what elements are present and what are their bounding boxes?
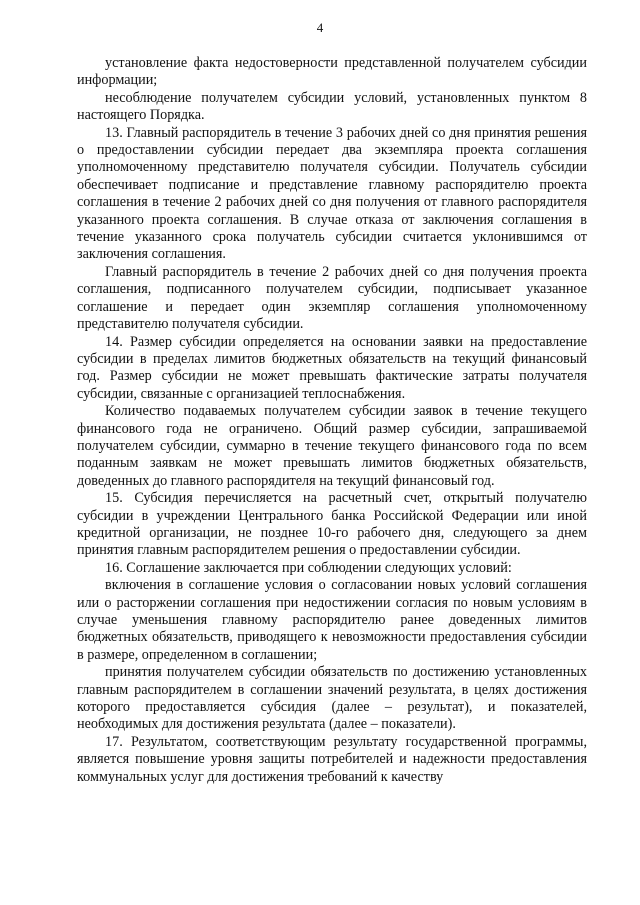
paragraph-15: 15. Субсидия перечисляется на расчетный счет, открытый получателю субсидии в учреждении Центрального банка Российской Федерации или иной кредитной организации, не позднее 10-го рабочего дня, следующего за днем принятия главным распорядителем решения о предоставлении субсидии. — [77, 490, 587, 559]
paragraph-13-signing: Главный распорядитель в течение 2 рабочих дней со дня получения проекта соглашения, подписанного получателем субсидии, подписывает указанное соглашение и передает один экземпляр соглашения уполномоченному представителю получателя субсидии. — [77, 263, 587, 333]
paragraph-14-applications: Количество подаваемых получателем субсидии заявок в течение текущего финансового года не ограничено. Общий размер субсидии, запрашиваемой получателем субсидии, суммарно в течение текущего финансового года по всем поданным заявкам не может превышать лимитов бюджетных обязательств, доведенных до главного распорядителя на текущий финансовый год. — [77, 403, 587, 489]
paragraph-17: 17. Результатом, соответствующим результату государственной программы, является повышение уровня защиты потребителей и надежности предоставления коммунальных услуг для достижения требований к качеству — [77, 733, 587, 785]
paragraph-false-information: установление факта недостоверности представленной получателем субсидии информации; — [77, 55, 587, 89]
paragraph-16-condition-2: принятия получателем субсидии обязательств по достижению установленных главным распорядителем в соглашении значений результата, в целях достижения которого предоставляется субсидия (далее – результат), и показателей, необходимых для достижения результата (далее – показатели). — [77, 664, 587, 733]
document-body — [77, 55, 587, 786]
paragraph-16: 16. Соглашение заключается при соблюдении следующих условий: — [105, 559, 512, 576]
page-number: 4 — [316, 20, 324, 35]
paragraph-noncompliance: несоблюдение получателем субсидии условий, установленных пунктом 8 настоящего Порядка. — [77, 89, 587, 124]
paragraph-13: 13. Главный распорядитель в течение 3 рабочих дней со дня принятия решения о предоставлении субсидии передает два экземпляра проекта соглашения уполномоченному представителю получателя субсидии. Получатель субсидии обеспечивает подписание и представление главному распорядителю проекта соглашения в течение 2 рабочих дней со дня получения от главного распорядителя указанного проекта соглашения. В случае отказа от заключения соглашения в течение указанного срока получатель субсидии считается уклонившимся от заключения соглашения. — [77, 124, 587, 263]
paragraph-14: 14. Размер субсидии определяется на основании заявки на предоставление субсидии в пределах лимитов бюджетных обязательств на текущий финансовый год. Размер субсидии не может превышать фактические затраты получателя субсидии, связанные с организацией теплоснабжения. — [77, 333, 587, 402]
paragraph-16-condition-1: включения в соглашение условия о согласовании новых условий соглашения или о расторжении соглашения при недостижении согласия по новым условиям в случае уменьшения главному распорядителю ранее доведенных лимитов бюджетных обязательств, приводящего к невозможности предоставления субсидии в размере, определенном в соглашении; — [77, 577, 587, 663]
